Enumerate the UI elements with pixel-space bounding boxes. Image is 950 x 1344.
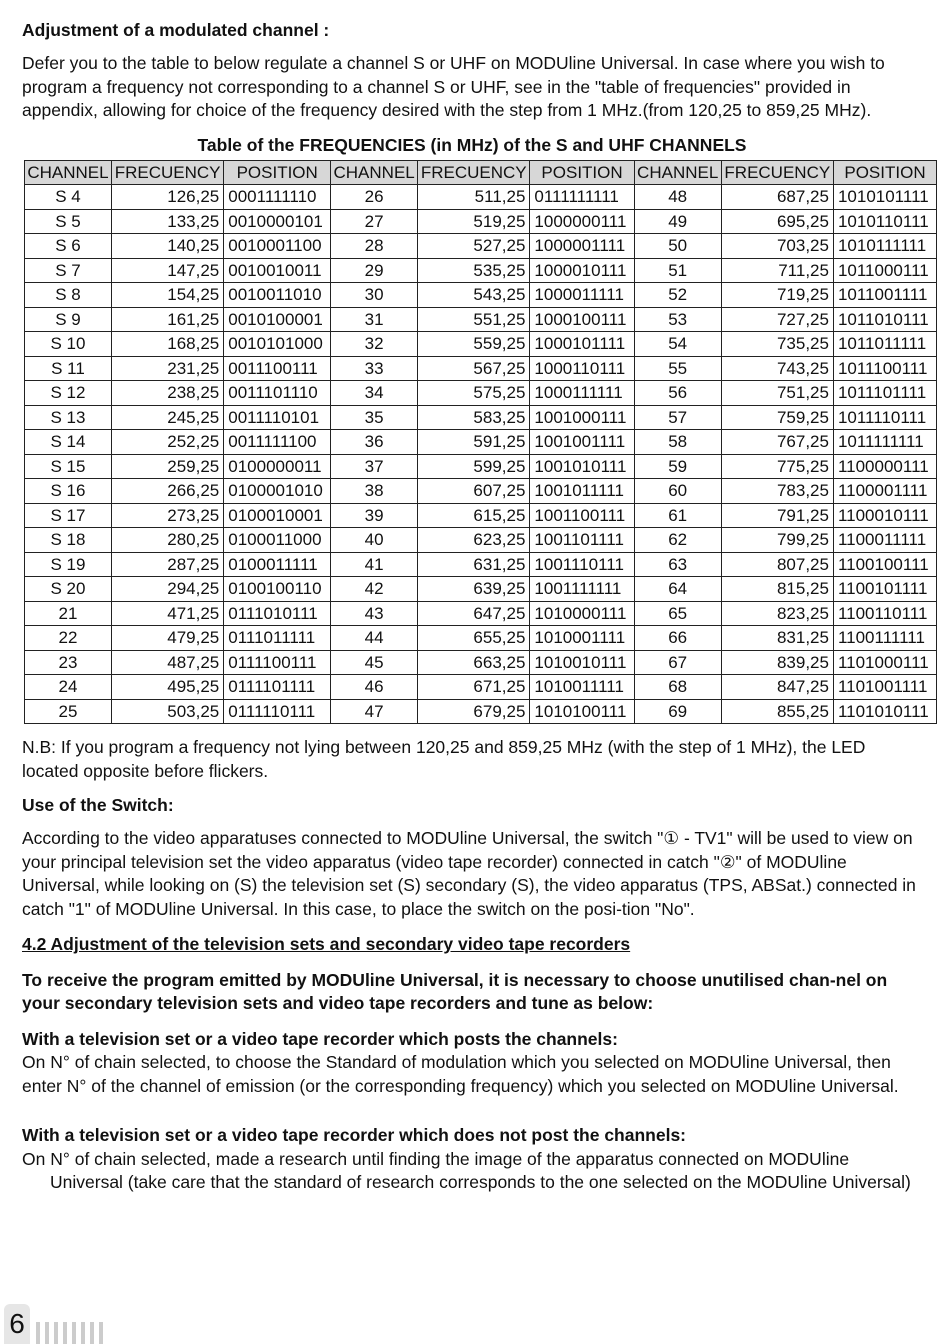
table-cell: 1100111111 [833, 626, 936, 651]
table-cell: 1010000111 [530, 601, 634, 626]
table-row [25, 258, 937, 283]
table-cell: 1001010111 [530, 454, 634, 479]
table-cell: 1001111111 [530, 577, 634, 602]
table-cell: 154,25 [111, 283, 223, 308]
table-cell: 0011101110 [224, 381, 331, 406]
table-cell: 37 [331, 454, 418, 479]
table-cell: 679,25 [418, 699, 530, 724]
table-cell: 58 [634, 430, 721, 455]
nb-paragraph: N.B: If you program a frequency not lying between 120,25 and 859,25 MHz (with the step of 1 MHz), the LED located opposite before flickers. [22, 737, 866, 781]
table-cell: 0001111110 [224, 185, 331, 210]
table-row [25, 234, 937, 259]
table-cell: 1101001111 [833, 675, 936, 700]
table-cell: 583,25 [418, 405, 530, 430]
table-cell: 1100000111 [833, 454, 936, 479]
table-cell: 1010111111 [833, 234, 936, 259]
table-cell: 53 [634, 307, 721, 332]
table-row [25, 675, 937, 700]
table-cell: 1101010111 [833, 699, 936, 724]
table-cell: 56 [634, 381, 721, 406]
table-row [25, 650, 937, 675]
column-header: POSITION [224, 160, 331, 185]
case2-title: With a television set or a video tape recorder which does not post the channels: [22, 1125, 687, 1145]
table-cell: S 12 [25, 381, 112, 406]
table-cell: 0011111100 [224, 430, 331, 455]
table-row [25, 528, 937, 553]
table-cell: 663,25 [418, 650, 530, 675]
table-cell: 0010100001 [224, 307, 331, 332]
column-header: CHANNEL [634, 160, 721, 185]
heading-switch: Use of the Switch: [22, 795, 174, 815]
column-header: POSITION [833, 160, 936, 185]
page-number: 6 [4, 1304, 30, 1344]
table-cell: 60 [634, 479, 721, 504]
table-cell: 1101000111 [833, 650, 936, 675]
table-cell: 687,25 [721, 185, 833, 210]
table-cell: 61 [634, 503, 721, 528]
switch-paragraph: According to the video apparatuses connected to MODUline Universal, the switch "① - TV1" will be used to view on your principal television set the video apparatus (video tape recorder) connected in catch "②" of MODUline Universal, while looking on (S) the television set (S) secondary (S), the video apparatus (TPS, ABSat.) connected in catch "1" of MODUline Universal. In this case, to place the switch on the posi-tion "No". [22, 828, 916, 919]
table-cell: S 13 [25, 405, 112, 430]
case1-paragraph: On N° of chain selected, to choose the Standard of modulation which you selected on MODUline Universal, then enter N° of the channel of emission (or the corresponding frequency) which you selected on MODUline Universal. [22, 1052, 899, 1096]
table-cell: 1001101111 [530, 528, 634, 553]
table-header-row [25, 160, 937, 185]
table-cell: S 19 [25, 552, 112, 577]
table-row [25, 479, 937, 504]
heading-adjustment: Adjustment of a modulated channel : [22, 20, 330, 40]
table-cell: 0111010111 [224, 601, 331, 626]
table-cell: 1011000111 [833, 258, 936, 283]
table-cell: 26 [331, 185, 418, 210]
table-cell: 775,25 [721, 454, 833, 479]
table-cell: 0010001100 [224, 234, 331, 259]
table-cell: 807,25 [721, 552, 833, 577]
table-cell: 59 [634, 454, 721, 479]
table-cell: 1001100111 [530, 503, 634, 528]
table-title: Table of the FREQUENCIES (in MHz) of the S and UHF CHANNELS [197, 134, 747, 155]
table-cell: 28 [331, 234, 418, 259]
table-cell: 36 [331, 430, 418, 455]
table-cell: 45 [331, 650, 418, 675]
table-cell: 783,25 [721, 479, 833, 504]
table-cell: 0011110101 [224, 405, 331, 430]
table-cell: 38 [331, 479, 418, 504]
table-cell: 1000111111 [530, 381, 634, 406]
table-cell: 1010011111 [530, 675, 634, 700]
table-row [25, 503, 937, 528]
table-cell: S 18 [25, 528, 112, 553]
table-cell: 655,25 [418, 626, 530, 651]
table-cell: 0111101111 [224, 675, 331, 700]
table-cell: S 11 [25, 356, 112, 381]
table-cell: 519,25 [418, 209, 530, 234]
table-cell: 1001001111 [530, 430, 634, 455]
table-cell: 1010110111 [833, 209, 936, 234]
table-cell: 32 [331, 332, 418, 357]
table-cell: 47 [331, 699, 418, 724]
table-cell: 46 [331, 675, 418, 700]
table-cell: 39 [331, 503, 418, 528]
table-cell: 631,25 [418, 552, 530, 577]
table-cell: 1011101111 [833, 381, 936, 406]
table-cell: 615,25 [418, 503, 530, 528]
table-cell: 50 [634, 234, 721, 259]
table-cell: 66 [634, 626, 721, 651]
table-cell: 607,25 [418, 479, 530, 504]
table-cell: S 6 [25, 234, 112, 259]
table-cell: 527,25 [418, 234, 530, 259]
table-cell: 238,25 [111, 381, 223, 406]
table-cell: 1010010111 [530, 650, 634, 675]
table-row [25, 283, 937, 308]
table-cell: S 16 [25, 479, 112, 504]
table-cell: 259,25 [111, 454, 223, 479]
table-cell: 471,25 [111, 601, 223, 626]
table-cell: 791,25 [721, 503, 833, 528]
table-cell: 29 [331, 258, 418, 283]
table-row [25, 626, 937, 651]
table-cell: 703,25 [721, 234, 833, 259]
table-cell: 24 [25, 675, 112, 700]
table-row [25, 381, 937, 406]
table-cell: 639,25 [418, 577, 530, 602]
heading-section-4-2: 4.2 Adjustment of the television sets and secondary video tape recorders [22, 934, 631, 954]
table-cell: 599,25 [418, 454, 530, 479]
frequency-table [24, 160, 937, 725]
table-cell: 1000011111 [530, 283, 634, 308]
table-cell: 44 [331, 626, 418, 651]
table-cell: 1011111111 [833, 430, 936, 455]
table-cell: 23 [25, 650, 112, 675]
table-cell: 799,25 [721, 528, 833, 553]
table-cell: 0010010011 [224, 258, 331, 283]
table-row [25, 601, 937, 626]
table-cell: 48 [634, 185, 721, 210]
table-cell: 551,25 [418, 307, 530, 332]
table-cell: 1100101111 [833, 577, 936, 602]
table-cell: 54 [634, 332, 721, 357]
table-cell: 52 [634, 283, 721, 308]
table-cell: 280,25 [111, 528, 223, 553]
table-cell: 511,25 [418, 185, 530, 210]
table-cell: 0111100111 [224, 650, 331, 675]
table-cell: 1011010111 [833, 307, 936, 332]
table-cell: 535,25 [418, 258, 530, 283]
table-cell: 647,25 [418, 601, 530, 626]
table-cell: 67 [634, 650, 721, 675]
table-cell: 133,25 [111, 209, 223, 234]
table-cell: 57 [634, 405, 721, 430]
table-cell: 1010101111 [833, 185, 936, 210]
table-cell: S 7 [25, 258, 112, 283]
table-cell: 695,25 [721, 209, 833, 234]
table-row [25, 699, 937, 724]
column-header: FRECUENCY [111, 160, 223, 185]
table-cell: 0100010001 [224, 503, 331, 528]
edge-marks [36, 1322, 103, 1344]
table-row [25, 405, 937, 430]
table-cell: 727,25 [721, 307, 833, 332]
table-cell: 51 [634, 258, 721, 283]
table-cell: 711,25 [721, 258, 833, 283]
table-cell: 719,25 [721, 283, 833, 308]
table-cell: 273,25 [111, 503, 223, 528]
table-cell: 0100000011 [224, 454, 331, 479]
table-cell: 767,25 [721, 430, 833, 455]
table-cell: S 9 [25, 307, 112, 332]
table-cell: 245,25 [111, 405, 223, 430]
table-cell: 33 [331, 356, 418, 381]
table-cell: 1011100111 [833, 356, 936, 381]
table-cell: S 15 [25, 454, 112, 479]
table-cell: 1000110111 [530, 356, 634, 381]
table-cell: S 17 [25, 503, 112, 528]
table-cell: 1011110111 [833, 405, 936, 430]
column-header: CHANNEL [25, 160, 112, 185]
table-cell: 231,25 [111, 356, 223, 381]
table-row [25, 307, 937, 332]
table-cell: 559,25 [418, 332, 530, 357]
table-cell: 63 [634, 552, 721, 577]
table-cell: 140,25 [111, 234, 223, 259]
table-cell: 839,25 [721, 650, 833, 675]
table-cell: 591,25 [418, 430, 530, 455]
table-cell: 64 [634, 577, 721, 602]
table-cell: 35 [331, 405, 418, 430]
table-cell: 855,25 [721, 699, 833, 724]
table-cell: 294,25 [111, 577, 223, 602]
table-cell: 65 [634, 601, 721, 626]
table-cell: 0100001010 [224, 479, 331, 504]
table-cell: 1100100111 [833, 552, 936, 577]
table-cell: 735,25 [721, 332, 833, 357]
table-cell: 22 [25, 626, 112, 651]
table-cell: 1010001111 [530, 626, 634, 651]
table-cell: 161,25 [111, 307, 223, 332]
table-cell: S 10 [25, 332, 112, 357]
table-cell: 42 [331, 577, 418, 602]
table-cell: 847,25 [721, 675, 833, 700]
table-cell: 1001000111 [530, 405, 634, 430]
column-header: FRECUENCY [721, 160, 833, 185]
table-cell: S 8 [25, 283, 112, 308]
table-cell: 487,25 [111, 650, 223, 675]
table-row [25, 454, 937, 479]
table-row [25, 332, 937, 357]
table-cell: 62 [634, 528, 721, 553]
table-cell: 0010101000 [224, 332, 331, 357]
table-cell: 41 [331, 552, 418, 577]
table-cell: 0100011111 [224, 552, 331, 577]
case2-paragraph: On N° of chain selected, made a research until finding the image of the apparatus connected on MODUline Universal (take care that the standard of research corresponds to the one selected on the MODUline Universal) [22, 1148, 911, 1192]
table-cell: 1000000111 [530, 209, 634, 234]
table-cell: 759,25 [721, 405, 833, 430]
table-cell: 0111111111 [530, 185, 634, 210]
table-cell: 68 [634, 675, 721, 700]
table-cell: 147,25 [111, 258, 223, 283]
table-cell: 743,25 [721, 356, 833, 381]
table-cell: S 5 [25, 209, 112, 234]
table-cell: 1000100111 [530, 307, 634, 332]
table-cell: 623,25 [418, 528, 530, 553]
table-row [25, 430, 937, 455]
table-cell: 0100011000 [224, 528, 331, 553]
table-cell: 823,25 [721, 601, 833, 626]
table-cell: 495,25 [111, 675, 223, 700]
table-row [25, 356, 937, 381]
table-cell: 1100010111 [833, 503, 936, 528]
table-cell: 567,25 [418, 356, 530, 381]
table-cell: 30 [331, 283, 418, 308]
table-cell: 0010000101 [224, 209, 331, 234]
table-cell: 543,25 [418, 283, 530, 308]
table-cell: S 14 [25, 430, 112, 455]
table-cell: 21 [25, 601, 112, 626]
table-cell: 671,25 [418, 675, 530, 700]
table-cell: 1100001111 [833, 479, 936, 504]
table-cell: 751,25 [721, 381, 833, 406]
intro-paragraph: Defer you to the table to below regulate a channel S or UHF on MODUline Universal. In case where you wish to program a frequency not corresponding to a channel S or UHF, see in the "table of frequencies" provided in appendix, allowing for choice of the frequency desired with the step from 1 MHz.(from 120,25 to 859,25 MHz). [22, 53, 885, 120]
table-cell: 25 [25, 699, 112, 724]
table-cell: 1010100111 [530, 699, 634, 724]
table-cell: 1000001111 [530, 234, 634, 259]
table-cell: 1011001111 [833, 283, 936, 308]
table-cell: S 4 [25, 185, 112, 210]
table-cell: 815,25 [721, 577, 833, 602]
column-header: POSITION [530, 160, 634, 185]
table-cell: 31 [331, 307, 418, 332]
table-cell: 55 [634, 356, 721, 381]
table-cell: 1001011111 [530, 479, 634, 504]
table-cell: 1000101111 [530, 332, 634, 357]
table-cell: 0010011010 [224, 283, 331, 308]
table-body [25, 185, 937, 724]
table-cell: 831,25 [721, 626, 833, 651]
table-cell: 69 [634, 699, 721, 724]
receive-paragraph: To receive the program emitted by MODUline Universal, it is necessary to choose unutilised chan-nel on your secondary television sets and video tape recorders and tune as below: [22, 969, 888, 1013]
case1-title: With a television set or a video tape recorder which posts the channels: [22, 1028, 618, 1049]
table-cell: S 20 [25, 577, 112, 602]
table-cell: 0011100111 [224, 356, 331, 381]
table-cell: 252,25 [111, 430, 223, 455]
table-cell: 0111110111 [224, 699, 331, 724]
table-cell: 27 [331, 209, 418, 234]
table-cell: 1000010111 [530, 258, 634, 283]
table-cell: 1100011111 [833, 528, 936, 553]
table-cell: 0100100110 [224, 577, 331, 602]
table-cell: 1011011111 [833, 332, 936, 357]
column-header: CHANNEL [331, 160, 418, 185]
table-cell: 479,25 [111, 626, 223, 651]
table-row [25, 209, 937, 234]
table-cell: 43 [331, 601, 418, 626]
table-cell: 287,25 [111, 552, 223, 577]
table-row [25, 577, 937, 602]
table-cell: 575,25 [418, 381, 530, 406]
table-cell: 49 [634, 209, 721, 234]
table-cell: 0111011111 [224, 626, 331, 651]
table-row [25, 185, 937, 210]
table-cell: 40 [331, 528, 418, 553]
table-cell: 168,25 [111, 332, 223, 357]
table-cell: 503,25 [111, 699, 223, 724]
table-cell: 266,25 [111, 479, 223, 504]
table-row [25, 552, 937, 577]
table-cell: 126,25 [111, 185, 223, 210]
table-cell: 1100110111 [833, 601, 936, 626]
table-cell: 1001110111 [530, 552, 634, 577]
column-header: FRECUENCY [418, 160, 530, 185]
document-page [22, 20, 929, 1207]
table-cell: 34 [331, 381, 418, 406]
